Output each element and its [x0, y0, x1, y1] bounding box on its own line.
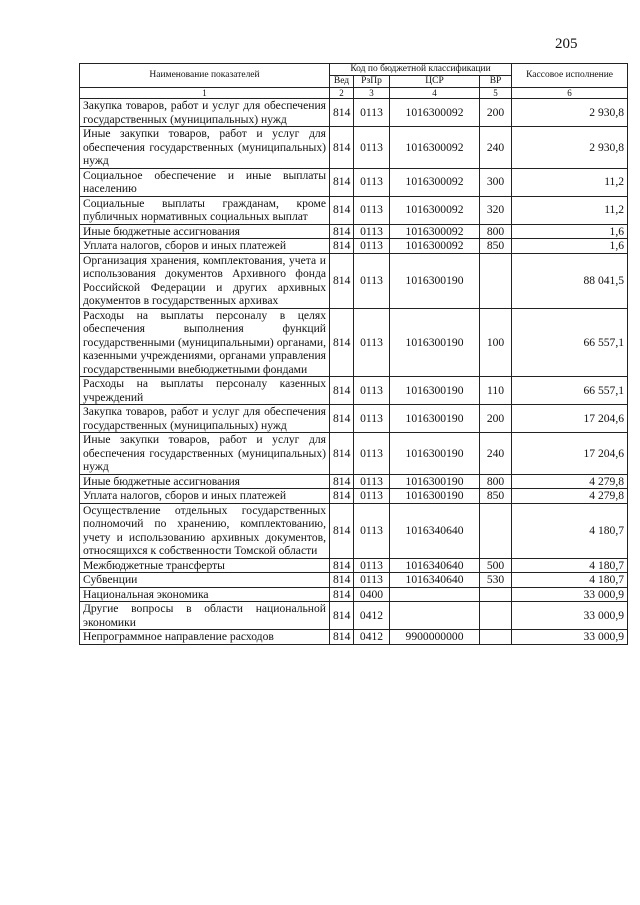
row-amount: 33 000,9 — [512, 587, 628, 602]
row-csr: 1016340640 — [390, 558, 480, 573]
table-row — [80, 630, 628, 645]
row-name: Уплата налогов, сборов и иных платежей — [80, 239, 330, 254]
row-vr: 800 — [480, 474, 512, 489]
row-ved: 814 — [330, 630, 354, 645]
row-ved: 814 — [330, 489, 354, 504]
row-amount: 4 180,7 — [512, 558, 628, 573]
row-rzpr: 0113 — [354, 573, 390, 588]
table-row — [80, 308, 628, 377]
table-row — [80, 127, 628, 169]
header-code-group: Код по бюджетной классификации — [330, 64, 512, 76]
header-rzpr: РзПр — [354, 76, 390, 88]
table-row — [80, 587, 628, 602]
row-amount: 66 557,1 — [512, 308, 628, 377]
row-ved: 814 — [330, 308, 354, 377]
row-ved: 814 — [330, 99, 354, 127]
row-amount: 66 557,1 — [512, 377, 628, 405]
row-ved: 814 — [330, 587, 354, 602]
row-csr: 1016300092 — [390, 127, 480, 169]
row-rzpr: 0113 — [354, 253, 390, 308]
row-name: Закупка товаров, работ и услуг для обеспечения государственных (муниципальных) нужд — [80, 99, 330, 127]
row-amount: 1,6 — [512, 239, 628, 254]
row-amount: 4 279,8 — [512, 489, 628, 504]
row-vr: 850 — [480, 239, 512, 254]
row-csr: 1016300190 — [390, 405, 480, 433]
row-vr: 240 — [480, 433, 512, 475]
row-ved: 814 — [330, 168, 354, 196]
row-rzpr: 0113 — [354, 127, 390, 169]
col-number: 6 — [512, 88, 628, 99]
table-row — [80, 489, 628, 504]
row-rzpr: 0113 — [354, 474, 390, 489]
row-ved: 814 — [330, 573, 354, 588]
row-name: Непрограммное направление расходов — [80, 630, 330, 645]
row-csr: 1016300092 — [390, 168, 480, 196]
row-name: Иные закупки товаров, работ и услуг для обеспечения государственных (муниципальных) нужд — [80, 433, 330, 475]
row-name: Осуществление отдельных государственных полномочий по хранению, комплектованию, учету и использованию архивных документов, относящихся к собственности Томской области — [80, 503, 330, 558]
row-amount: 33 000,9 — [512, 630, 628, 645]
row-ved: 814 — [330, 239, 354, 254]
row-name: Межбюджетные трансферты — [80, 558, 330, 573]
col-number: 2 — [330, 88, 354, 99]
row-vr: 850 — [480, 489, 512, 504]
row-vr: 100 — [480, 308, 512, 377]
row-vr — [480, 602, 512, 630]
header-name: Наименование показателей — [80, 64, 330, 88]
row-vr: 800 — [480, 224, 512, 239]
row-ved: 814 — [330, 503, 354, 558]
row-amount: 4 180,7 — [512, 573, 628, 588]
row-ved: 814 — [330, 196, 354, 224]
table-row — [80, 503, 628, 558]
row-rzpr: 0113 — [354, 196, 390, 224]
row-rzpr: 0113 — [354, 99, 390, 127]
row-vr: 240 — [480, 127, 512, 169]
row-amount: 2 930,8 — [512, 127, 628, 169]
row-rzpr: 0113 — [354, 308, 390, 377]
row-csr: 1016300190 — [390, 489, 480, 504]
row-vr: 500 — [480, 558, 512, 573]
table-row — [80, 474, 628, 489]
row-rzpr: 0113 — [354, 489, 390, 504]
row-name: Национальная экономика — [80, 587, 330, 602]
row-name: Иные бюджетные ассигнования — [80, 474, 330, 489]
row-name: Закупка товаров, работ и услуг для обеспечения государственных (муниципальных) нужд — [80, 405, 330, 433]
row-csr: 1016300092 — [390, 99, 480, 127]
table-row — [80, 377, 628, 405]
row-name: Иные закупки товаров, работ и услуг для обеспечения государственных (муниципальных) нужд — [80, 127, 330, 169]
row-csr — [390, 587, 480, 602]
row-vr: 530 — [480, 573, 512, 588]
table-row — [80, 168, 628, 196]
row-csr: 1016300092 — [390, 196, 480, 224]
table-row — [80, 558, 628, 573]
row-ved: 814 — [330, 127, 354, 169]
row-name: Другие вопросы в области национальной экономики — [80, 602, 330, 630]
row-csr: 9900000000 — [390, 630, 480, 645]
row-vr — [480, 503, 512, 558]
row-rzpr: 0113 — [354, 239, 390, 254]
page-number: 205 — [555, 36, 578, 52]
row-vr: 320 — [480, 196, 512, 224]
row-amount: 1,6 — [512, 224, 628, 239]
col-number: 1 — [80, 88, 330, 99]
table-row — [80, 602, 628, 630]
row-rzpr: 0113 — [354, 168, 390, 196]
row-ved: 814 — [330, 405, 354, 433]
row-csr: 1016300190 — [390, 308, 480, 377]
table-row — [80, 99, 628, 127]
row-amount: 4 279,8 — [512, 474, 628, 489]
row-vr: 300 — [480, 168, 512, 196]
header-csr: ЦСР — [390, 76, 480, 88]
row-amount: 11,2 — [512, 168, 628, 196]
row-csr: 1016300190 — [390, 433, 480, 475]
row-amount: 33 000,9 — [512, 602, 628, 630]
row-name: Организация хранения, комплектования, учета и использования документов Архивного фонда Российской Федерации и других архивных документов в государственных архивах — [80, 253, 330, 308]
row-ved: 814 — [330, 224, 354, 239]
table-row — [80, 224, 628, 239]
row-rzpr: 0412 — [354, 602, 390, 630]
row-ved: 814 — [330, 558, 354, 573]
row-vr: 110 — [480, 377, 512, 405]
row-ved: 814 — [330, 433, 354, 475]
row-csr: 1016300092 — [390, 224, 480, 239]
row-name: Расходы на выплаты персоналу в целях обеспечения выполнения функций государственными (муниципальными) органами, казенными учреждениями, органами управления государственными внебюджетными фондами — [80, 308, 330, 377]
row-name: Социальное обеспечение и иные выплаты населению — [80, 168, 330, 196]
table-body — [80, 99, 628, 645]
row-ved: 814 — [330, 474, 354, 489]
row-csr: 1016340640 — [390, 503, 480, 558]
row-vr — [480, 587, 512, 602]
table-row — [80, 196, 628, 224]
row-vr: 200 — [480, 405, 512, 433]
row-amount: 2 930,8 — [512, 99, 628, 127]
table-row — [80, 405, 628, 433]
header-ved: Вед — [330, 76, 354, 88]
row-amount: 88 041,5 — [512, 253, 628, 308]
row-amount: 11,2 — [512, 196, 628, 224]
row-rzpr: 0113 — [354, 405, 390, 433]
table-row — [80, 253, 628, 308]
col-number: 5 — [480, 88, 512, 99]
row-ved: 814 — [330, 602, 354, 630]
row-rzpr: 0113 — [354, 224, 390, 239]
row-csr: 1016300092 — [390, 239, 480, 254]
row-name: Уплата налогов, сборов и иных платежей — [80, 489, 330, 504]
header-amount: Кассовое исполнение — [512, 64, 628, 88]
col-number: 4 — [390, 88, 480, 99]
row-csr: 1016300190 — [390, 474, 480, 489]
row-name: Субвенции — [80, 573, 330, 588]
row-rzpr: 0113 — [354, 503, 390, 558]
row-csr — [390, 602, 480, 630]
row-ved: 814 — [330, 377, 354, 405]
table-row — [80, 573, 628, 588]
row-csr: 1016300190 — [390, 253, 480, 308]
row-rzpr: 0113 — [354, 377, 390, 405]
row-name: Иные бюджетные ассигнования — [80, 224, 330, 239]
row-name: Расходы на выплаты персоналу казенных учреждений — [80, 377, 330, 405]
row-vr: 200 — [480, 99, 512, 127]
row-rzpr: 0113 — [354, 433, 390, 475]
row-amount: 4 180,7 — [512, 503, 628, 558]
row-rzpr: 0400 — [354, 587, 390, 602]
row-ved: 814 — [330, 253, 354, 308]
row-name: Социальные выплаты гражданам, кроме публичных нормативных социальных выплат — [80, 196, 330, 224]
column-numbers-row — [80, 88, 628, 99]
table-row — [80, 433, 628, 475]
row-rzpr: 0113 — [354, 558, 390, 573]
row-vr — [480, 253, 512, 308]
col-number: 3 — [354, 88, 390, 99]
table-row — [80, 239, 628, 254]
table-header — [80, 64, 628, 99]
row-vr — [480, 630, 512, 645]
row-rzpr: 0412 — [354, 630, 390, 645]
row-csr: 1016300190 — [390, 377, 480, 405]
header-vr: ВР — [480, 76, 512, 88]
row-amount: 17 204,6 — [512, 405, 628, 433]
row-amount: 17 204,6 — [512, 433, 628, 475]
row-csr: 1016340640 — [390, 573, 480, 588]
budget-table — [79, 63, 628, 645]
